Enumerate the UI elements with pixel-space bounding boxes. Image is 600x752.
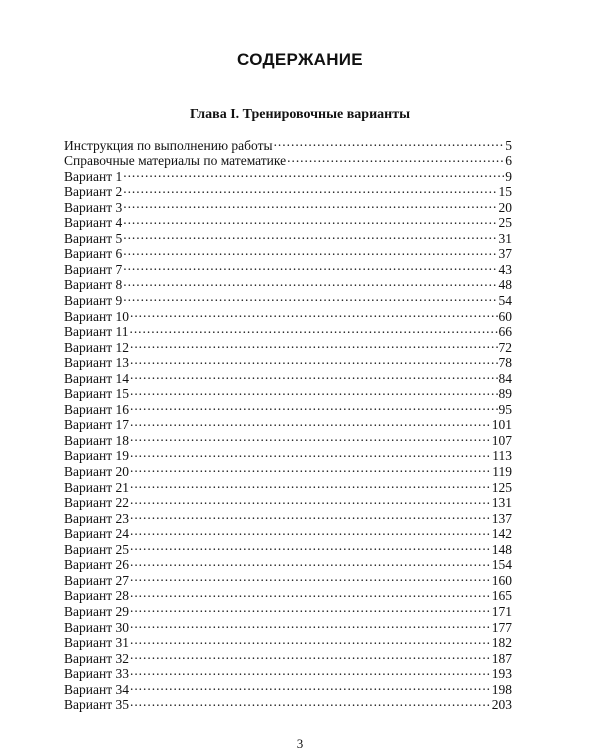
toc-entry-label: Вариант 32	[64, 650, 129, 666]
dot-leader	[123, 258, 497, 274]
dot-leader	[123, 196, 497, 212]
dot-leader	[123, 181, 497, 197]
toc-entry	[64, 600, 512, 619]
toc-entry-label: Вариант 22	[64, 495, 129, 511]
dot-leader	[123, 289, 497, 305]
toc-entry-page: 148	[491, 541, 512, 557]
toc-entry	[64, 227, 512, 246]
toc-entry	[64, 414, 512, 433]
toc-entry-label: Вариант 9	[64, 293, 123, 309]
toc-entry-label: Вариант 16	[64, 401, 129, 417]
toc-entry-page: 131	[491, 495, 512, 511]
toc-entry	[64, 212, 512, 231]
toc-entry-label: Вариант 8	[64, 277, 123, 293]
toc-entry-page: 54	[498, 293, 512, 309]
dot-leader	[130, 383, 498, 399]
toc-entry-label: Инструкция по выполнению работы	[64, 137, 273, 153]
toc-entry	[64, 398, 512, 417]
toc-entry-page: 5	[505, 137, 512, 153]
toc-entry-label: Вариант 27	[64, 572, 129, 588]
toc-entry-page: 78	[498, 355, 512, 371]
toc-entry-label: Вариант 10	[64, 308, 129, 324]
toc-entry-label: Вариант 28	[64, 588, 129, 604]
toc-entry-page: 48	[498, 277, 512, 293]
dot-leader	[123, 165, 504, 181]
toc-entry-label: Вариант 4	[64, 215, 123, 231]
toc-entry	[64, 492, 512, 511]
dot-leader	[123, 243, 497, 259]
dot-leader	[129, 321, 497, 337]
toc-entry	[64, 181, 512, 200]
toc-entry-label: Вариант 29	[64, 603, 129, 619]
toc-entry-label: Вариант 15	[64, 386, 129, 402]
toc-entry-label: Вариант 3	[64, 199, 123, 215]
toc-entry-page: 113	[492, 448, 512, 464]
toc-entry-page: 125	[491, 479, 512, 495]
toc-entry	[64, 585, 512, 604]
toc-entry	[64, 336, 512, 355]
toc-entry	[64, 165, 512, 184]
toc-entry-page: 171	[491, 603, 512, 619]
toc-entry-page: 107	[491, 432, 512, 448]
dot-leader	[130, 336, 498, 352]
toc-entry-label: Вариант 24	[64, 526, 129, 542]
toc-entry-page: 15	[498, 184, 512, 200]
toc-entry	[64, 367, 512, 386]
page-title: СОДЕРЖАНИЕ	[237, 50, 363, 69]
toc-entry	[64, 321, 512, 340]
dot-leader	[123, 274, 497, 290]
toc-entry-label: Вариант 19	[64, 448, 129, 464]
toc-entry-page: 193	[491, 666, 512, 682]
dot-leader	[130, 678, 491, 694]
toc-entry-label: Вариант 26	[64, 557, 129, 573]
dot-leader	[130, 647, 491, 663]
chapter-heading: Глава I. Тренировочные варианты	[189, 107, 411, 122]
toc-entry	[64, 569, 512, 588]
dot-leader	[130, 492, 491, 508]
toc-entry	[64, 429, 512, 448]
dot-leader	[130, 694, 491, 710]
toc-entry-label: Вариант 30	[64, 619, 129, 635]
toc-entry-label: Вариант 13	[64, 355, 129, 371]
toc-entry-label: Вариант 5	[64, 230, 123, 246]
toc-entry-page: 187	[491, 650, 512, 666]
toc-entry-page: 160	[491, 572, 512, 588]
dot-leader	[130, 476, 491, 492]
toc-entry-label: Вариант 20	[64, 464, 129, 480]
toc-entry-label: Вариант 25	[64, 541, 129, 557]
toc-entry-page: 119	[492, 464, 512, 480]
toc-entry-label: Вариант 2	[64, 184, 123, 200]
toc-entry-label: Вариант 34	[64, 681, 129, 697]
dot-leader	[130, 507, 491, 523]
toc-entry-label: Справочные материалы по математике	[64, 153, 287, 169]
toc-entry-page: 203	[491, 697, 512, 713]
dot-leader	[130, 600, 491, 616]
toc-entry-page: 154	[491, 557, 512, 573]
toc-entry	[64, 523, 512, 542]
toc-entry	[64, 445, 512, 464]
toc-entry-page: 6	[505, 153, 512, 169]
toc-entry-page: 25	[498, 215, 512, 231]
toc-entry	[64, 647, 512, 666]
toc-entry	[64, 476, 512, 495]
toc-entry	[64, 460, 512, 480]
toc-entry-page: 31	[498, 230, 512, 246]
toc-entry	[64, 383, 512, 402]
toc-entry	[64, 538, 512, 557]
toc-entry-label: Вариант 35	[64, 697, 129, 713]
toc-entry-page: 37	[498, 246, 512, 262]
dot-leader	[130, 414, 491, 430]
dot-leader	[274, 134, 505, 150]
dot-leader	[123, 212, 497, 228]
toc-entry	[64, 274, 512, 293]
toc-entry-label: Вариант 17	[64, 417, 129, 433]
toc-entry-page: 95	[498, 401, 512, 417]
toc-entry-page: 182	[491, 635, 512, 651]
toc-entry-label: Вариант 14	[64, 370, 129, 386]
toc-entry	[64, 694, 512, 713]
toc-entry-label: Вариант 31	[64, 635, 129, 651]
dot-leader	[130, 367, 498, 383]
toc-entry-page: 177	[491, 619, 512, 635]
dot-leader	[130, 569, 491, 585]
toc-entry	[64, 616, 512, 635]
toc-entry-page: 9	[505, 168, 512, 184]
toc-entry-page: 43	[498, 261, 512, 277]
toc-entry	[64, 134, 512, 153]
toc-entry	[64, 632, 512, 651]
dot-leader	[130, 398, 498, 414]
dot-leader	[130, 305, 498, 321]
dot-leader	[287, 150, 504, 166]
toc-entry-label: Вариант 33	[64, 666, 129, 682]
dot-leader	[130, 663, 491, 679]
toc-entry	[64, 305, 512, 324]
toc-entry-page: 198	[491, 681, 512, 697]
dot-leader	[130, 523, 491, 539]
toc-entry-page: 165	[491, 588, 512, 604]
toc-entry-label: Вариант 11	[64, 324, 129, 340]
toc-entry	[64, 554, 512, 573]
dot-leader	[130, 616, 491, 632]
dot-leader	[130, 538, 491, 554]
toc-entry-page: 142	[491, 526, 512, 542]
dot-leader	[130, 460, 491, 476]
toc-entry	[64, 289, 512, 309]
toc-entry	[64, 258, 512, 277]
dot-leader	[130, 554, 491, 570]
toc-entry-label: Вариант 12	[64, 339, 129, 355]
toc-entry	[64, 352, 512, 371]
toc-entry-page: 66	[498, 324, 512, 340]
toc-entry-page: 60	[498, 308, 512, 324]
table-of-contents	[64, 134, 512, 713]
dot-leader	[130, 352, 498, 368]
toc-entry	[64, 243, 512, 262]
toc-entry	[64, 507, 512, 526]
toc-entry-label: Вариант 6	[64, 246, 123, 262]
toc-entry	[64, 663, 512, 682]
dot-leader	[130, 585, 491, 601]
dot-leader	[123, 227, 497, 243]
dot-leader	[130, 445, 491, 461]
toc-entry-label: Вариант 23	[64, 510, 129, 526]
toc-entry	[64, 678, 512, 697]
toc-entry-page: 137	[491, 510, 512, 526]
dot-leader	[130, 632, 491, 648]
page-number: 3	[296, 736, 304, 751]
toc-entry-page: 72	[498, 339, 512, 355]
toc-entry-page: 89	[498, 386, 512, 402]
toc-entry-label: Вариант 1	[64, 168, 123, 184]
toc-entry-label: Вариант 21	[64, 479, 129, 495]
toc-entry-label: Вариант 18	[64, 432, 129, 448]
toc-entry-page: 101	[491, 417, 512, 433]
toc-entry-label: Вариант 7	[64, 261, 123, 277]
toc-entry-page: 84	[498, 370, 512, 386]
toc-entry	[64, 196, 512, 215]
toc-entry-page: 20	[498, 199, 512, 215]
dot-leader	[130, 429, 491, 445]
